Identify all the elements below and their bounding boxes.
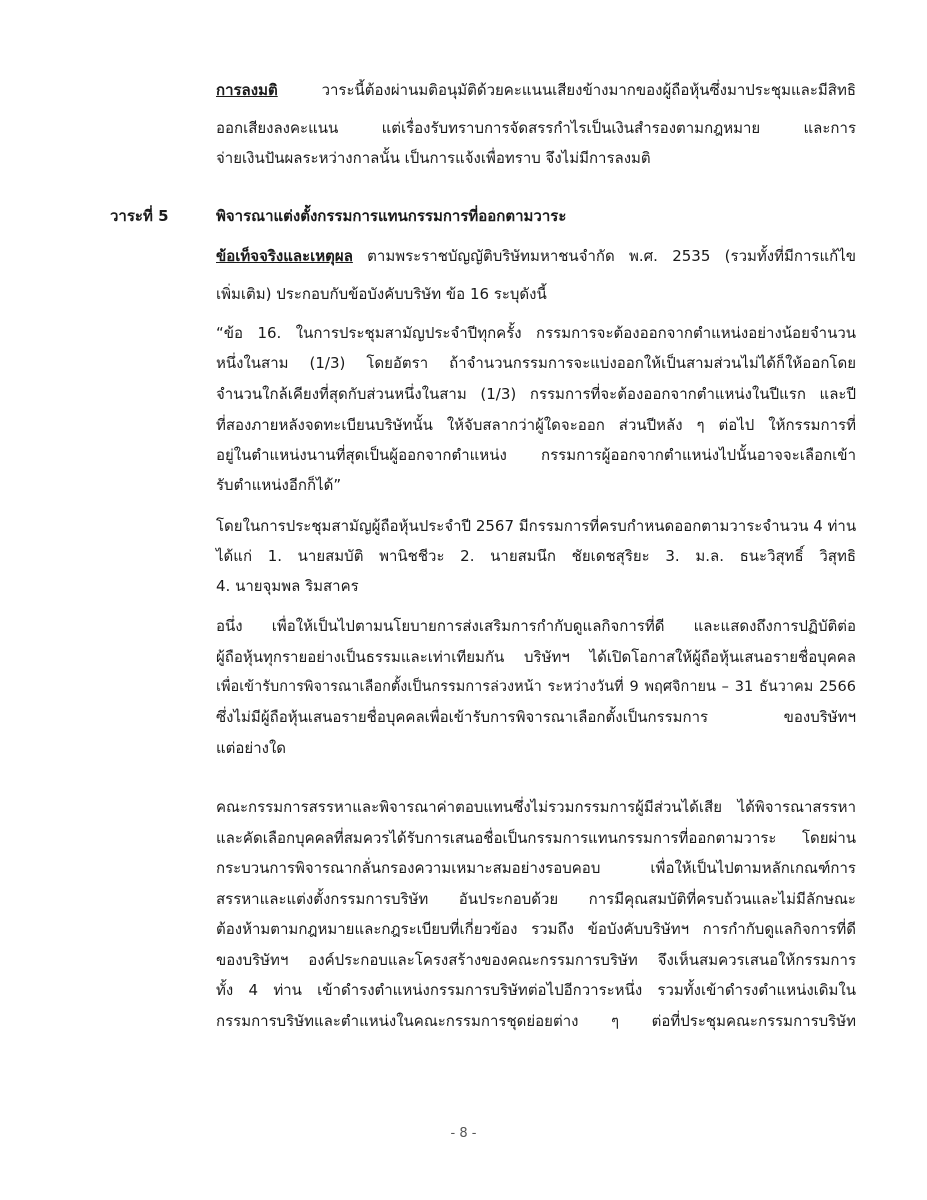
nomination-line: ซึ่งไม่มีผู้ถือหุ้นเสนอรายชื่อบุคคลเพื่อเข้ารับการพิจารณาเลือกตั้งเป็นกรรมการ ของบริษัทฯ	[216, 708, 856, 726]
resolution-line-2: ออกเสียงลงคะแนน แต่เรื่องรับทราบการจัดสรรกำไรเป็นเงินสำรองตามกฎหมาย และการ	[216, 119, 856, 137]
resolution-line-3: จ่ายเงินปันผลระหว่างกาลนั้น เป็นการแจ้งเพื่อทราบ จึงไม่มีการลงมติ	[216, 149, 651, 167]
facts-label: ข้อเท็จจริงและเหตุผล	[216, 247, 353, 265]
resolution-label: การลงมติ	[216, 81, 278, 99]
resolution-line-1	[216, 80, 856, 100]
committee-line: คณะกรรมการสรรหาและพิจารณาค่าตอบแทนซึ่งไม่รวมกรรมการผู้มีส่วนได้เสีย ได้พิจารณาสรรหา	[216, 798, 856, 816]
quote-line: อยู่ในตำแหน่งนานที่สุดเป็นผู้ออกจากตำแหน่ง กรรมการผู้ออกจากตำแหน่งไปนั้นอาจจะเลือกเข้า	[216, 446, 856, 464]
nomination-line: เพื่อเข้ารับการพิจารณาเลือกตั้งเป็นกรรมการล่วงหน้า ระหว่างวันที่ 9 พฤศจิกายน – 31 ธันวาคม 2566	[216, 679, 856, 695]
quote-line: ที่สองภายหลังจดทะเบียนบริษัทนั้น ให้จับสลากว่าผู้ใดจะออก ส่วนปีหลัง ๆ ต่อไป ให้กรรมการที่	[216, 416, 856, 434]
quote-line: จำนวนใกล้เคียงที่สุดกับส่วนหนึ่งในสาม (1/3) กรรมการที่จะต้องออกจากตำแหน่งในปีแรก และปี	[216, 385, 856, 403]
directors-line: โดยในการประชุมสามัญผู้ถือหุ้นประจำปี 2567 มีกรรมการที่ครบกำหนดออกตามวาระจำนวน 4 ท่าน	[216, 517, 857, 535]
quote-line: หนึ่งในสาม (1/3) โดยอัตรา ถ้าจำนวนกรรมการจะแบ่งออกให้เป็นสามส่วนไม่ได้ก็ให้ออกโดย	[216, 354, 856, 372]
agenda-title: พิจารณาแต่งตั้งกรรมการแทนกรรมการที่ออกตามวาระ	[216, 207, 567, 225]
facts-line-2: เพิ่มเติม) ประกอบกับข้อบังคับบริษัท ข้อ 16 ระบุดังนี้	[216, 285, 547, 303]
nomination-line: แต่อย่างใด	[216, 739, 287, 757]
committee-line: ของบริษัทฯ องค์ประกอบและโครงสร้างของคณะกรรมการบริษัท จึงเห็นสมควรเสนอให้กรรมการ	[216, 951, 856, 969]
quote-line: รับตำแหน่งอีกก็ได้”	[216, 476, 342, 494]
committee-line: กระบวนการพิจารณากลั่นกรองความเหมาะสมอย่างรอบคอบ เพื่อให้เป็นไปตามหลักเกณฑ์การ	[216, 859, 856, 877]
committee-line: ต้องห้ามตามกฎหมายและกฎระเบียบที่เกี่ยวข้อง รวมถึง ข้อบังคับบริษัทฯ การกำกับดูแลกิจการที่ดี	[216, 920, 856, 938]
page-number: - 8 -	[450, 1126, 477, 1141]
agenda-number: วาระที่ 5	[110, 207, 169, 225]
nomination-line: อนึ่ง เพื่อให้เป็นไปตามนโยบายการส่งเสริมการกำกับดูแลกิจการที่ดี และแสดงถึงการปฏิบัติต่อ	[216, 617, 856, 635]
facts-text-1: ตามพระราชบัญญัติบริษัทมหาชนจำกัด พ.ศ. 2535 (รวมทั้งที่มีการแก้ไข	[352, 247, 856, 265]
directors-line: ได้แก่ 1. นายสมบัติ พานิชชีวะ 2. นายสมนึก ชัยเดชสุริยะ 3. ม.ล. ธนะวิสุทธิ์ วิสุทธิ	[216, 547, 856, 565]
committee-line: กรรมการบริษัทและตำแหน่งในคณะกรรมการชุดย่อยต่าง ๆ ต่อที่ประชุมคณะกรรมการบริษัท	[216, 1012, 856, 1030]
directors-line: 4. นายจุมพล ริมสาคร	[216, 577, 359, 595]
committee-line: สรรหาและแต่งตั้งกรรมการบริษัท อันประกอบด้วย การมีคุณสมบัติที่ครบถ้วนและไม่มีลักษณะ	[216, 890, 856, 908]
nomination-line: ผู้ถือหุ้นทุกรายอย่างเป็นธรรมและเท่าเทียมกัน บริษัทฯ ได้เปิดโอกาสให้ผู้ถือหุ้นเสนอรายชื่อบุคคล	[216, 648, 856, 666]
committee-line: ทั้ง 4 ท่าน เข้าดำรงตำแหน่งกรรมการบริษัทต่อไปอีกวาระหนึ่ง รวมทั้งเข้าดำรงตำแหน่งเดิมใน	[216, 981, 856, 999]
resolution-text-1: วาระนี้ต้องผ่านมติอนุมัติด้วยคะแนนเสียงข้างมากของผู้ถือหุ้นซึ่งมาประชุมและมีสิทธิ	[277, 81, 856, 99]
facts-line-1	[216, 246, 856, 266]
committee-line: และคัดเลือกบุคคลที่สมควรได้รับการเสนอชื่อเป็นกรรมการแทนกรรมการที่ออกตามวาระ โดยผ่าน	[216, 829, 856, 847]
quote-line: “ข้อ 16. ในการประชุมสามัญประจำปีทุกครั้ง กรรมการจะต้องออกจากตำแหน่งอย่างน้อยจำนวน	[216, 324, 856, 342]
